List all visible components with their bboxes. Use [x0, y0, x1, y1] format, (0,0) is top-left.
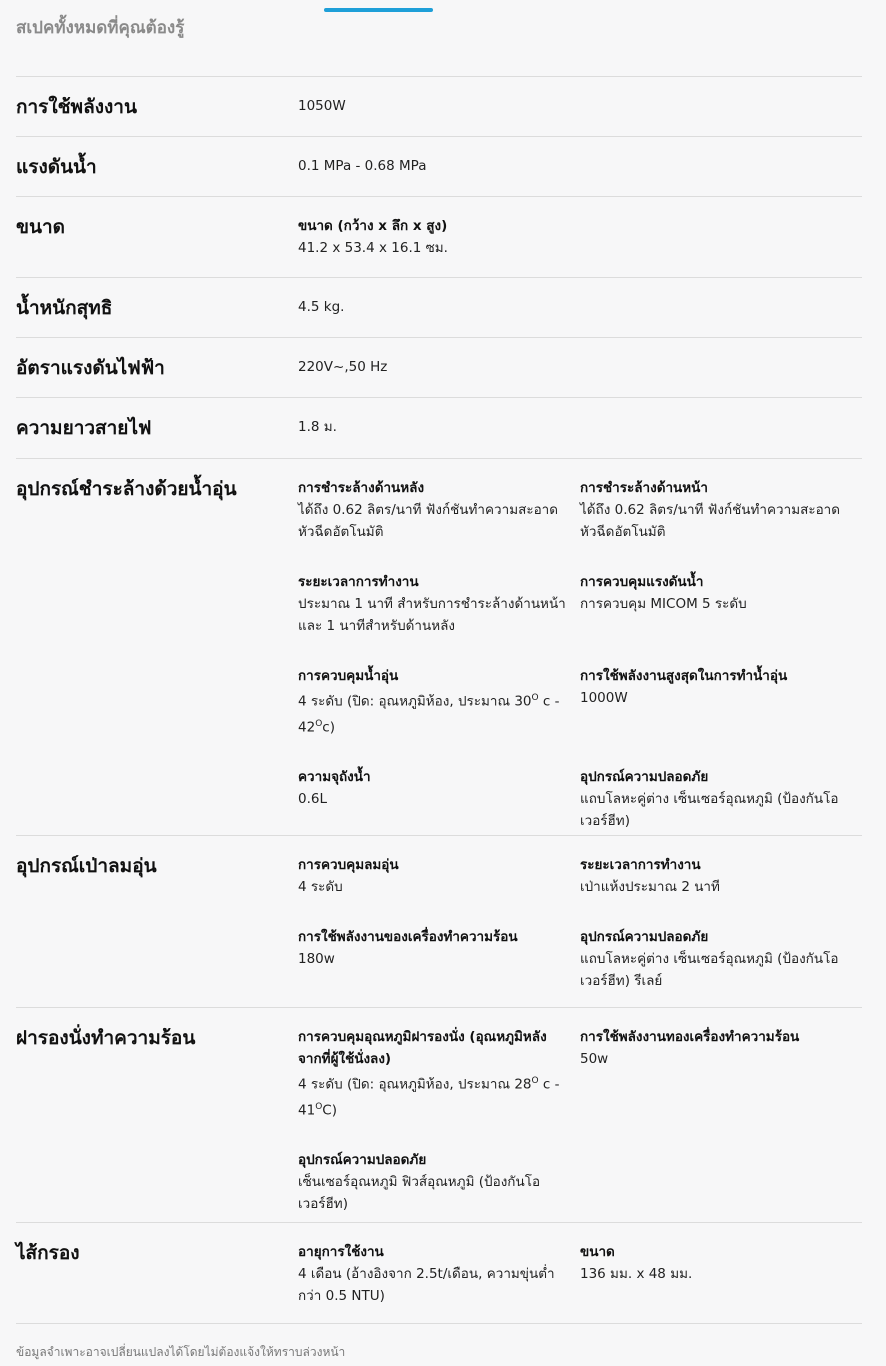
spec-row-cord-length — [16, 397, 862, 458]
spec-value: 41.2 x 53.4 x 16.1 ซม. — [298, 240, 448, 256]
spec-item — [298, 571, 580, 637]
spec-item — [298, 926, 580, 992]
spec-item-title: ขนาด — [580, 1244, 615, 1260]
spec-item-title: ขนาด (กว้าง x ลึก x สูง) — [298, 218, 448, 234]
spec-item-line: และ 1 นาทีสำหรับด้านหลัง — [298, 618, 455, 634]
spec-item-line: เวอร์ฮีท) — [298, 1196, 348, 1212]
spec-item-title: อุปกรณ์ความปลอดภัย — [580, 769, 709, 785]
spec-item-title: การควบคุมลมอุ่น — [298, 857, 399, 873]
spec-item — [580, 766, 862, 832]
spec-label: อุปกรณ์ชำระล้างด้วยน้ำอุ่น — [16, 478, 237, 500]
spec-item-title: อุปกรณ์ความปลอดภัย — [298, 1152, 427, 1168]
spec-item-title: การควบคุมอุณหภูมิฝารองนั่ง (อุณหภูมิหลัง — [298, 1029, 547, 1045]
spec-item-line: เซ็นเซอร์อุณหภูมิ ฟิวส์อุณหภูมิ (ป้องกันโอ — [298, 1174, 541, 1190]
spec-item-line: 0.6L — [298, 791, 327, 807]
spec-table — [16, 76, 862, 1324]
spec-value: 1.8 ม. — [298, 419, 337, 435]
spec-item — [580, 854, 862, 898]
spec-item-title: การชำระล้างด้านหลัง — [298, 480, 425, 496]
spec-item — [580, 665, 862, 738]
spec-item-line: กว่า 0.5 NTU) — [298, 1288, 385, 1304]
spec-item-title: ระยะเวลาการทำงาน — [298, 574, 419, 590]
spec-item — [298, 1026, 580, 1121]
spec-item — [580, 1026, 862, 1121]
spec-row-power — [16, 76, 862, 136]
spec-label: ไส้กรอง — [16, 1242, 80, 1264]
spec-item-line: หัวฉีดอัตโนมัติ — [580, 524, 666, 540]
spec-row-warm-dryer — [16, 835, 862, 1007]
spec-item-title: การชำระล้างด้านหน้า — [580, 480, 708, 496]
spec-row-net-weight — [16, 277, 862, 337]
spec-item-line: ได้ถึง 0.62 ลิตร/นาที ฟังก์ชันทำความสะอาด — [298, 502, 559, 518]
spec-item — [298, 665, 580, 738]
spec-item-line: 4 เดือน (อ้างอิงจาก 2.5t/เดือน, ความขุ่นต่ำ — [298, 1266, 555, 1282]
spec-label: การใช้พลังงาน — [16, 96, 137, 118]
spec-item-line: หัวฉีดอัตโนมัติ — [298, 524, 384, 540]
spec-item-line: การควบคุม MICOM 5 ระดับ — [580, 596, 747, 612]
spec-value: 4.5 kg. — [298, 299, 345, 315]
spec-item-line: 1000W — [580, 690, 628, 706]
spec-item-title: การใช้พลังงานของเครื่องทำความร้อน — [298, 929, 518, 945]
spec-item-line: 4 ระดับ (ปิด: อุณหภูมิห้อง, ประมาณ $30^O$ c - — [298, 693, 560, 710]
spec-row-heated-seat — [16, 1007, 862, 1222]
spec-item — [580, 477, 862, 543]
spec-label: น้ำหนักสุทธิ — [16, 297, 113, 319]
spec-item-line: แถบโลหะคู่ต่าง เซ็นเซอร์อุณหภูมิ (ป้องกันโอ — [580, 791, 839, 807]
spec-label: อัตราแรงดันไฟฟ้า — [16, 357, 165, 379]
spec-item-title: ระยะเวลาการทำงาน — [580, 857, 701, 873]
section-title: สเปคทั้งหมดที่คุณต้องรู้ — [16, 18, 185, 38]
spec-item-title: การควบคุมแรงดันน้ำ — [580, 574, 704, 590]
spec-item — [580, 926, 862, 992]
spec-item-title: การควบคุมน้ำอุ่น — [298, 668, 399, 684]
spec-item-line: $42^Oc$) — [298, 718, 335, 735]
spec-item-line: 180w — [298, 951, 335, 967]
spec-item-line: เวอร์ฮีท) รีเลย์ — [580, 973, 663, 989]
spec-item — [298, 1241, 580, 1307]
spec-item — [580, 571, 862, 637]
spec-item-line: แถบโลหะคู่ต่าง เซ็นเซอร์อุณหภูมิ (ป้องกันโอ — [580, 951, 839, 967]
spec-item-line: 4 ระดับ — [298, 879, 343, 895]
spec-item — [298, 1149, 580, 1215]
disclaimer-footnote: ข้อมูลจำเพาะอาจเปลี่ยนแปลงได้โดยไม่ต้องแจ้งให้ทราบล่วงหน้า — [16, 1345, 346, 1359]
spec-item-line: $41^OC$) — [298, 1101, 337, 1118]
spec-row-filter — [16, 1222, 862, 1324]
spec-label: อุปกรณ์เป่าลมอุ่น — [16, 855, 157, 877]
spec-item-line: 136 มม. x 48 มม. — [580, 1266, 693, 1282]
spec-label: ความยาวสายไฟ — [16, 417, 152, 439]
spec-item-title: การใช้พลังงานทองเครื่องทำความร้อน — [580, 1029, 800, 1045]
spec-value: 220V~,50 Hz — [298, 359, 388, 375]
spec-item — [298, 477, 580, 543]
spec-row-size — [16, 196, 862, 277]
spec-label: ขนาด — [16, 216, 65, 238]
spec-label: แรงดันน้ำ — [16, 156, 97, 178]
spec-item-title: อุปกรณ์ความปลอดภัย — [580, 929, 709, 945]
spec-item-title: ความจุถังน้ำ — [298, 769, 371, 785]
spec-item-line: 50w — [580, 1051, 609, 1067]
spec-item-line: เป่าแห้งประมาณ 2 นาที — [580, 879, 720, 895]
spec-row-warm-wash — [16, 458, 862, 835]
spec-row-water-pressure — [16, 136, 862, 196]
spec-item — [298, 854, 580, 898]
spec-item-title: จากที่ผู้ใช้นั่งลง) — [298, 1051, 392, 1067]
spec-item — [580, 1241, 862, 1307]
spec-value: 1050W — [298, 98, 346, 114]
active-tab-indicator — [324, 8, 433, 12]
spec-label: ฝารองนั่งทำความร้อน — [16, 1027, 196, 1049]
spec-item-line: ประมาณ 1 นาที สำหรับการชำระล้างด้านหน้า — [298, 596, 566, 612]
spec-item-line: เวอร์ฮีท) — [580, 813, 630, 829]
spec-item-title: การใช้พลังงานสูงสุดในการทำน้ำอุ่น — [580, 668, 788, 684]
spec-item-title: อายุการใช้งาน — [298, 1244, 384, 1260]
spec-item-line: 4 ระดับ (ปิด: อุณหภูมิห้อง, ประมาณ $28^O$ c - — [298, 1076, 560, 1093]
spec-value: 0.1 MPa - 0.68 MPa — [298, 158, 427, 174]
spec-item — [298, 766, 580, 832]
spec-row-voltage — [16, 337, 862, 397]
spec-item-line: ได้ถึง 0.62 ลิตร/นาที ฟังก์ชันทำความสะอาด — [580, 502, 841, 518]
